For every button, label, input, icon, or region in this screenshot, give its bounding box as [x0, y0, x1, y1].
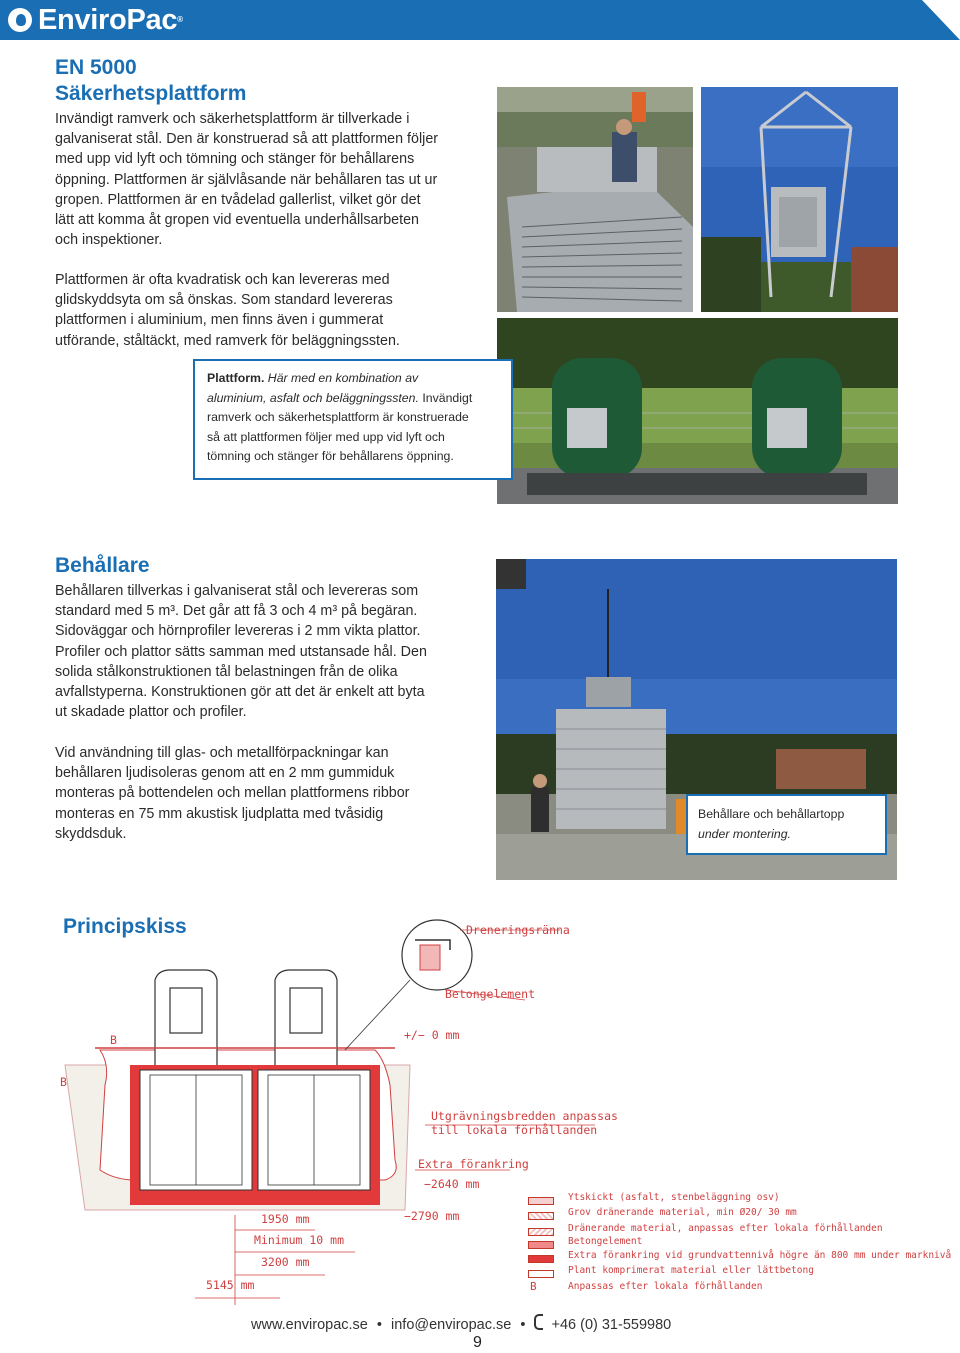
label-excavation-2: till lokala förhållanden [431, 1123, 598, 1137]
label-level: +/− 0 mm [404, 1028, 460, 1042]
legend-swatch [528, 1241, 554, 1249]
caption-text: ramverk och säkerhetsplattform är konstruerade [207, 410, 469, 424]
footer-email[interactable]: info@enviropac.se [391, 1317, 512, 1333]
brand-name: EnviroPac® [38, 4, 183, 36]
text-line: öppning. Plattformen är självlåsande när behållaren tas ut ur [55, 171, 438, 188]
footer-contact [251, 1314, 671, 1333]
text-line: Vid användning till glas- och metallförpackningar kan [55, 745, 389, 761]
title-line2: Säkerhetsplattform [55, 82, 247, 105]
text-line: Profiler och plattor sätts samman med utstansade hål. Den [55, 643, 427, 660]
sketch-title: Principskiss [63, 915, 187, 938]
label-d2640: −2640 mm [424, 1177, 480, 1191]
phone-icon [534, 1314, 543, 1330]
text-line: Plattformen är ofta kvadratisk och kan levereras med [55, 272, 390, 288]
section1-title [55, 55, 246, 107]
label-excavation-1: Utgrävningsbredden anpassas [431, 1109, 618, 1123]
caption-bold: Plattform. [207, 371, 265, 385]
text-line: monteras på bottendelen och mellan plattformens ribbor [55, 785, 410, 802]
legend-swatch [528, 1270, 554, 1278]
text-line: behållaren ljudisoleras genom att en 2 mm gummiduk [55, 765, 395, 782]
section1-paragraph2 [55, 270, 475, 351]
legend-text: Anpassas efter lokala förhållanden [568, 1281, 763, 1292]
caption-text: under montering. [698, 826, 791, 841]
caption-text: Behållare och behållartopp [698, 807, 845, 821]
legend-b-marker: B [530, 1280, 537, 1293]
label-d5145: 5145 mm [206, 1278, 255, 1292]
text-line: glidskyddsyta om så önskas. Som standard levereras [55, 292, 393, 309]
label-b-side: B [60, 1075, 67, 1089]
label-b-top: B [110, 1033, 117, 1047]
caption-text: så att plattformen följer med upp vid lyft och [207, 429, 445, 444]
platform-grating-photo [497, 87, 693, 312]
header-corner-cut [922, 0, 960, 40]
caption-text: tömning och stänger för behållarens öppning. [207, 449, 454, 463]
label-concrete: Betongelement [445, 987, 536, 1001]
text-line: Sidoväggar och hörnprofiler levereras i 2 mm vikta plattor. [55, 623, 421, 640]
caption-text: Här med en kombination av [264, 371, 419, 385]
section2-paragraph1 [55, 581, 475, 722]
text-line: galvaniserat stål. Den är konstruerad så att plattformen följer [55, 131, 439, 148]
title-line1: EN 5000 [55, 56, 137, 79]
label-d3200: 3200 mm [261, 1255, 310, 1269]
legend-text: Ytskickt (asfalt, stenbeläggning osv) [568, 1192, 780, 1203]
legend-swatch [528, 1228, 554, 1236]
text-line: monteras en 75 mm akustisk ljudplatta med tvåsidig [55, 805, 384, 822]
caption-text: Invändigt [418, 390, 473, 405]
container-caption-box [686, 794, 887, 855]
legend-text: Plant komprimerat material eller lättbetong [568, 1265, 814, 1276]
label-d2790: −2790 mm [404, 1209, 460, 1223]
text-line: och inspektioner. [55, 232, 163, 249]
text-line: lätt att komma åt gropen vid eventuella underhållsarbeten [55, 212, 419, 229]
lifted-frame-photo [701, 87, 898, 312]
footer-bullet: • [376, 1317, 382, 1333]
page-number: 9 [473, 1334, 482, 1351]
brand-logo-icon [8, 8, 32, 32]
installed-containers-photo [497, 318, 898, 504]
legend-text: Grov dränerande material, min Ø20/ 30 mm [568, 1207, 797, 1218]
text-line: avfallstyperna. Konstruktionen gör att det är enkelt att byta [55, 684, 425, 701]
text-line: plattformen i aluminium, men finns även i gummerat [55, 312, 384, 329]
legend-swatch [528, 1197, 554, 1205]
footer-phone[interactable]: +46 (0) 31-559980 [551, 1317, 672, 1333]
legend-swatch [528, 1255, 554, 1263]
platform-caption-box [193, 359, 513, 480]
section1-paragraph1 [55, 109, 475, 250]
footer-bullet: • [520, 1317, 526, 1333]
text-line: standard med 5 m³. Det går att få 3 och 4 m³ på begäran. [55, 603, 418, 620]
text-line: skyddsduk. [55, 825, 127, 842]
legend-text: Dränerande material, anpassas efter lokala förhållanden [568, 1223, 883, 1234]
caption-text: aluminium, asfalt och beläggningssten. [207, 390, 419, 405]
section2-paragraph2 [55, 743, 475, 844]
legend-text: Betongelement [568, 1236, 643, 1247]
label-drainage: Dreneringsränna [466, 923, 570, 937]
label-dmin: Minimum 10 mm [254, 1233, 345, 1247]
text-line: utförande, ståltäckt, med ramverk för beläggningssten. [55, 332, 400, 349]
text-line: med upp vid lyft och tömning och stänger för behållarens [55, 151, 415, 168]
legend-swatch [528, 1212, 554, 1220]
footer-website[interactable]: www.enviropac.se [251, 1317, 368, 1333]
text-line: solida stålkonstruktionen tål belastningen från de olika [55, 663, 398, 680]
label-anchor: Extra förankring [418, 1157, 529, 1171]
legend-text: Extra förankring vid grundvattennivå högre än 800 mm under marknivå [568, 1250, 952, 1261]
text-line: Behållaren tillverkas i galvaniserat stål och levereras som [55, 583, 419, 599]
text-line: ut skadade plattor och profiler. [55, 704, 247, 721]
label-d1950: 1950 mm [261, 1212, 310, 1226]
text-line: Invändigt ramverk och säkerhetsplattform är tillverkade i [55, 111, 410, 127]
section2-title: Behållare [55, 554, 150, 577]
text-line: gropen. Plattformen är en tvådelad gallerlist, vilket gör det [55, 191, 421, 208]
